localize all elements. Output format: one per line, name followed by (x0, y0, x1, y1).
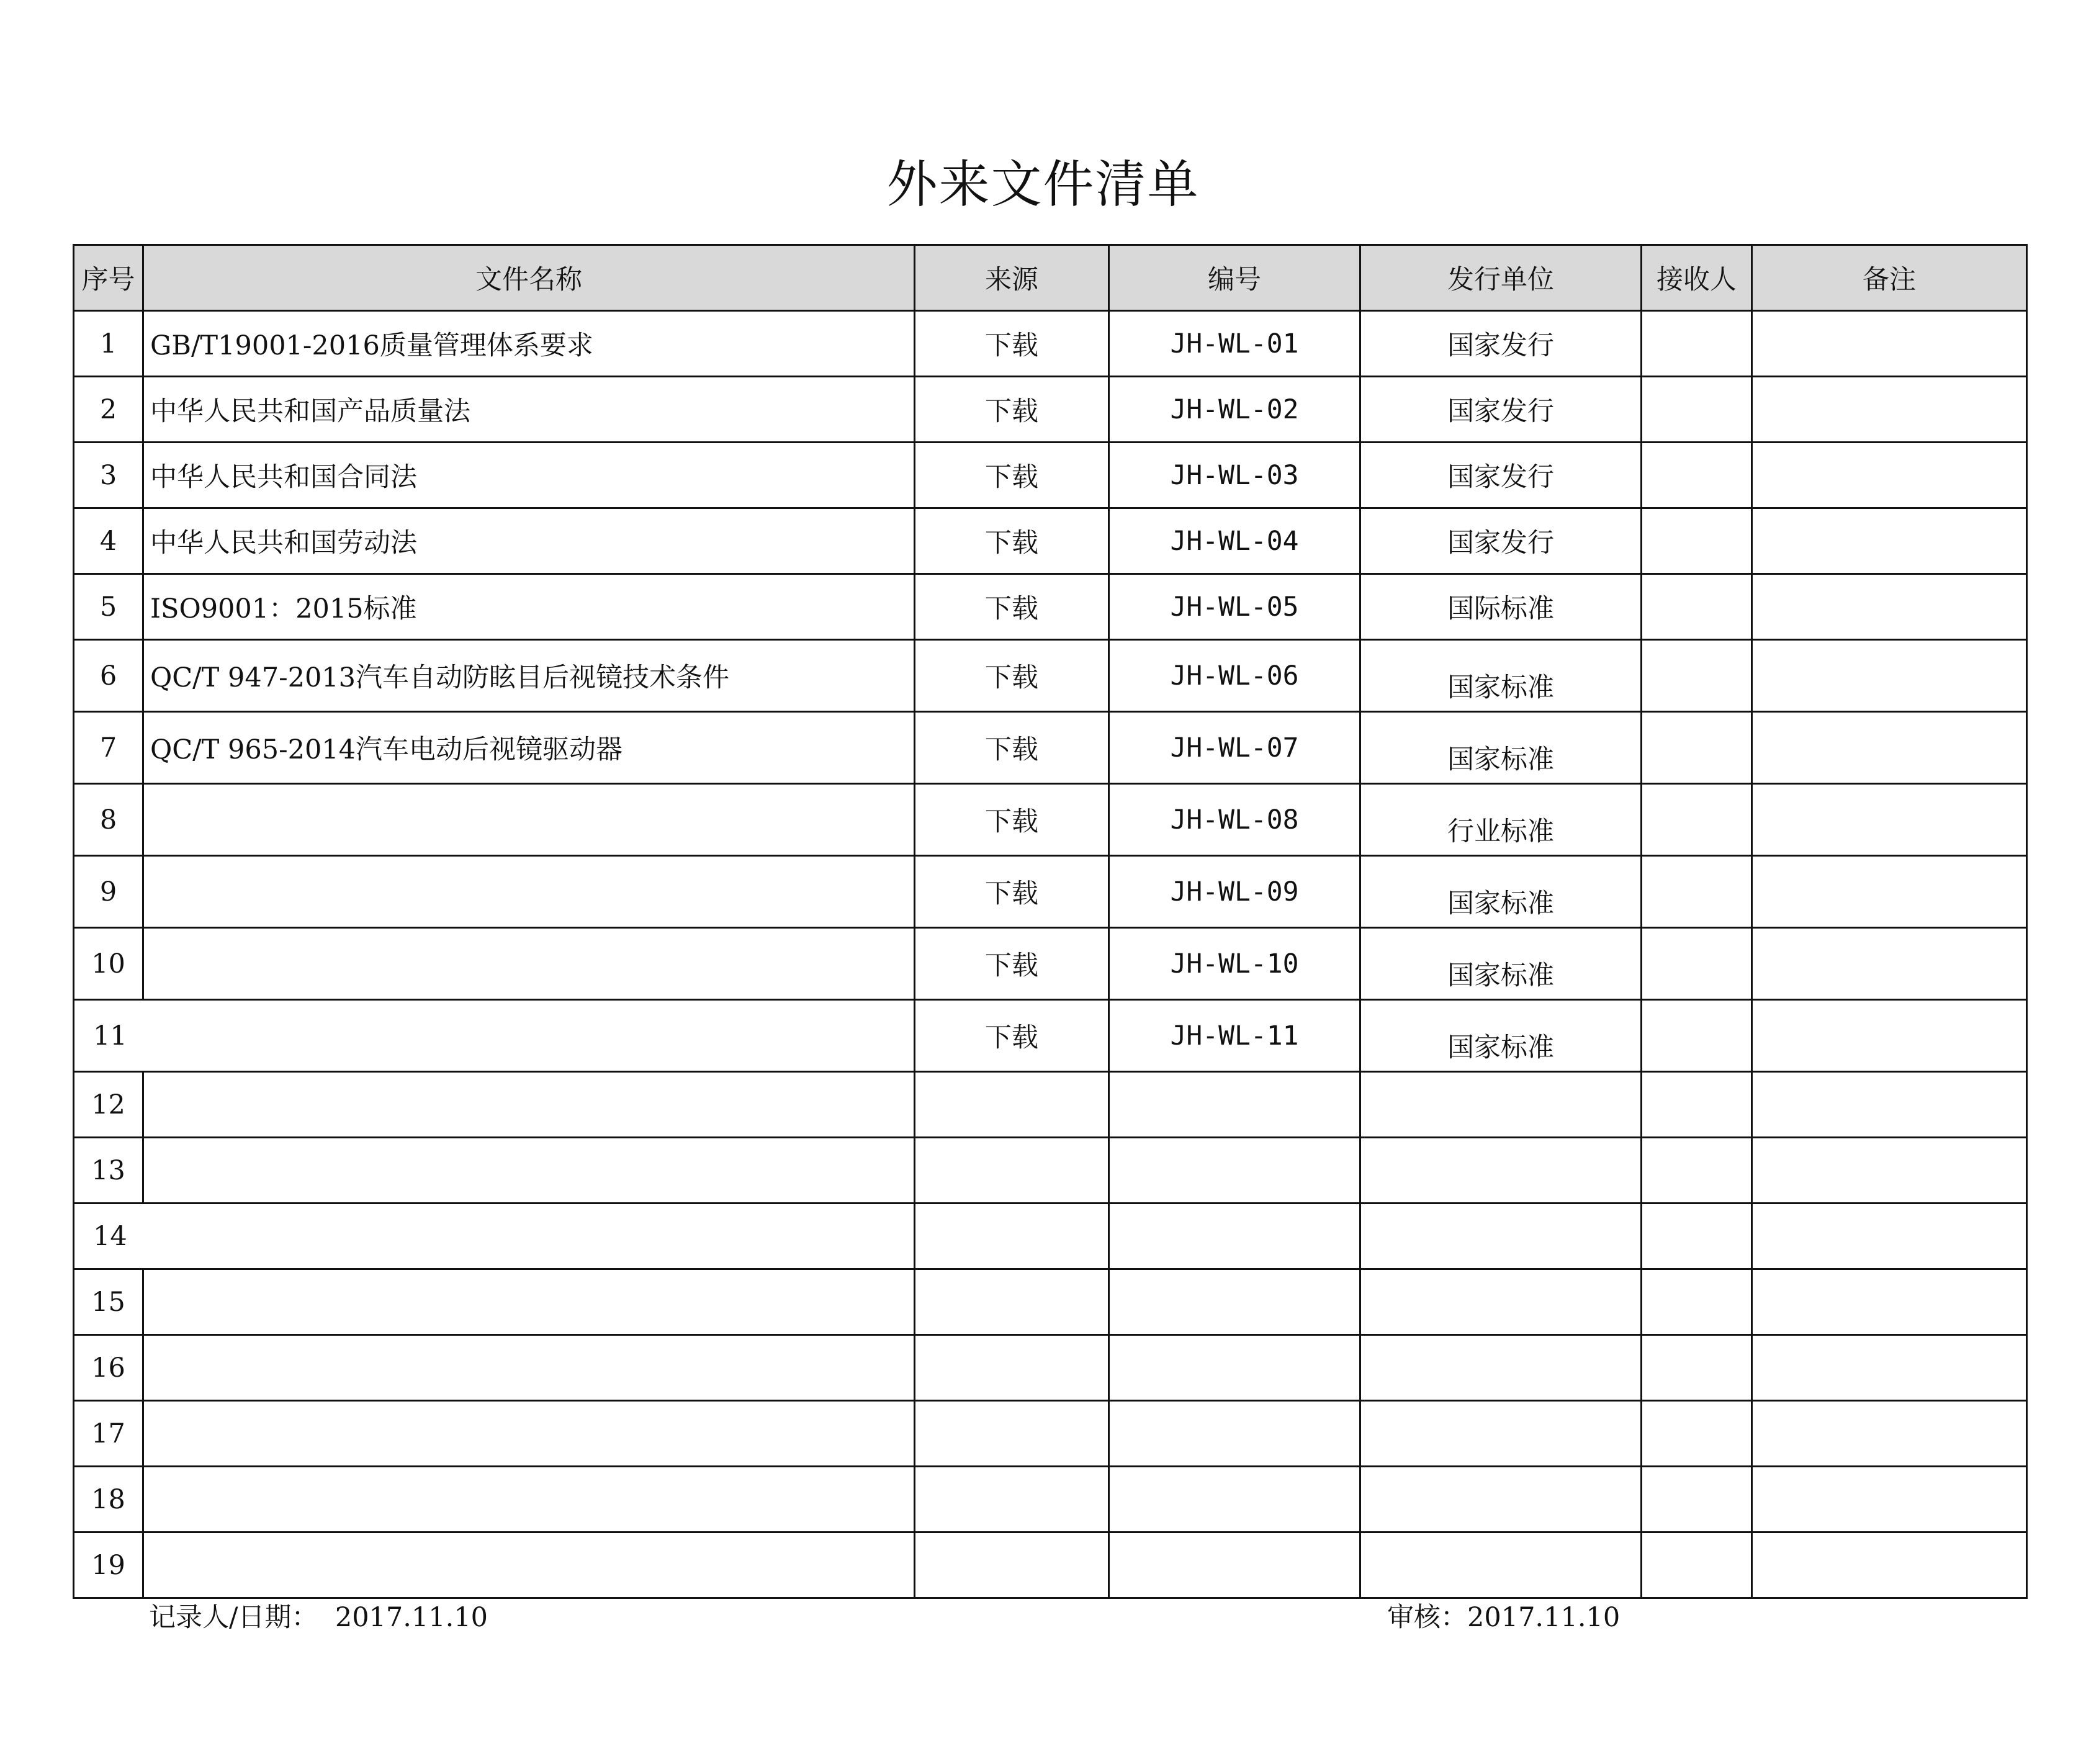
document-code (1109, 1138, 1360, 1204)
table-row (74, 640, 2027, 712)
document-remark (1752, 377, 2027, 443)
document-issuer: 国际标准 (1360, 574, 1642, 640)
document-name (143, 928, 915, 1000)
table-row (74, 1204, 2027, 1269)
document-source (915, 1401, 1109, 1467)
document-code (1109, 1335, 1360, 1401)
row-number: 17 (74, 1401, 143, 1467)
document-issuer: 国家发行 (1360, 443, 1642, 508)
document-source: 下载 (915, 784, 1109, 856)
document-source (915, 1072, 1109, 1138)
document-receiver (1642, 1204, 1752, 1269)
document-issuer (1360, 1467, 1642, 1532)
document-receiver (1642, 377, 1752, 443)
document-name: ISO9001：2015标准 (143, 574, 915, 640)
document-remark (1752, 1401, 2027, 1467)
document-source (915, 1269, 1109, 1335)
document-issuer (1360, 1401, 1642, 1467)
table-row (74, 311, 2027, 377)
external-documents-table (73, 244, 2028, 1599)
document-name (143, 1335, 915, 1401)
row-number: 10 (74, 928, 143, 1000)
document-code (1109, 1269, 1360, 1335)
document-receiver (1642, 1467, 1752, 1532)
document-remark (1752, 574, 2027, 640)
document-issuer (1360, 1138, 1642, 1204)
document-remark (1752, 856, 2027, 928)
document-name: 中华人民共和国劳动法 (143, 508, 915, 574)
document-code: JH-WL-03 (1109, 443, 1360, 508)
row-number: 12 (74, 1072, 143, 1138)
document-code (1109, 1532, 1360, 1598)
document-name (143, 1467, 915, 1532)
document-code: JH-WL-11 (1109, 1000, 1360, 1072)
document-issuer (1360, 1072, 1642, 1138)
document-receiver (1642, 640, 1752, 712)
document-name (143, 1532, 915, 1598)
document-issuer: 国家发行 (1360, 311, 1642, 377)
review-label: 审核： (1387, 1602, 1467, 1633)
recorder-date: 2017.11.10 (335, 1602, 488, 1633)
document-receiver (1642, 1269, 1752, 1335)
document-source: 下载 (915, 443, 1109, 508)
table-row (74, 856, 2027, 928)
document-receiver (1642, 1072, 1752, 1138)
table-row (74, 1335, 2027, 1401)
document-source (915, 1204, 1109, 1269)
document-source (915, 1335, 1109, 1401)
row-number: 7 (74, 712, 143, 784)
row-number: 9 (74, 856, 143, 928)
document-code (1109, 1072, 1360, 1138)
row-number: 2 (74, 377, 143, 443)
document-remark (1752, 1072, 2027, 1138)
document-name: 中华人民共和国合同法 (143, 443, 915, 508)
document-issuer: 国家标准 (1360, 928, 1642, 1000)
row-number: 11 (74, 1000, 915, 1072)
document-issuer: 国家标准 (1360, 712, 1642, 784)
row-number: 6 (74, 640, 143, 712)
document-code (1109, 1204, 1360, 1269)
document-name: GB/T19001-2016质量管理体系要求 (143, 311, 915, 377)
table-row (74, 443, 2027, 508)
header-remark: 备注 (1752, 245, 2027, 311)
document-remark (1752, 1335, 2027, 1401)
table-row (74, 712, 2027, 784)
document-receiver (1642, 784, 1752, 856)
document-remark (1752, 1467, 2027, 1532)
document-code: JH-WL-04 (1109, 508, 1360, 574)
row-number: 4 (74, 508, 143, 574)
document-receiver (1642, 928, 1752, 1000)
table-row (74, 1000, 2027, 1072)
document-name: QC/T 947-2013汽车自动防眩目后视镜技术条件 (143, 640, 915, 712)
document-name: 中华人民共和国产品质量法 (143, 377, 915, 443)
table-row (74, 377, 2027, 443)
document-receiver (1642, 574, 1752, 640)
document-remark (1752, 640, 2027, 712)
table-row (74, 1138, 2027, 1204)
recorder-footer (149, 1596, 488, 1634)
document-code: JH-WL-10 (1109, 928, 1360, 1000)
document-name (143, 784, 915, 856)
document-issuer: 国家发行 (1360, 377, 1642, 443)
document-source: 下载 (915, 1000, 1109, 1072)
document-receiver (1642, 1138, 1752, 1204)
table-row (74, 1467, 2027, 1532)
header-no: 序号 (74, 245, 143, 311)
table-row (74, 784, 2027, 856)
document-issuer (1360, 1204, 1642, 1269)
table-row (74, 1532, 2027, 1598)
table-row (74, 508, 2027, 574)
document-name: QC/T 965-2014汽车电动后视镜驱动器 (143, 712, 915, 784)
row-number: 5 (74, 574, 143, 640)
document-title: 外来文件清单 (886, 155, 1200, 214)
document-source: 下载 (915, 928, 1109, 1000)
document-remark (1752, 443, 2027, 508)
document-source (915, 1467, 1109, 1532)
document-receiver (1642, 1335, 1752, 1401)
document-receiver (1642, 1532, 1752, 1598)
document-remark (1752, 508, 2027, 574)
document-name (143, 1072, 915, 1138)
row-number: 3 (74, 443, 143, 508)
header-name: 文件名称 (143, 245, 915, 311)
document-code (1109, 1467, 1360, 1532)
document-remark (1752, 1269, 2027, 1335)
document-source (915, 1532, 1109, 1598)
document-code: JH-WL-09 (1109, 856, 1360, 928)
document-code: JH-WL-05 (1109, 574, 1360, 640)
header-code: 编号 (1109, 245, 1360, 311)
document-source: 下载 (915, 311, 1109, 377)
table-row (74, 1072, 2027, 1138)
document-code: JH-WL-01 (1109, 311, 1360, 377)
document-source: 下载 (915, 508, 1109, 574)
document-remark (1752, 311, 2027, 377)
row-number: 19 (74, 1532, 143, 1598)
document-source: 下载 (915, 640, 1109, 712)
row-number: 16 (74, 1335, 143, 1401)
document-receiver (1642, 311, 1752, 377)
document-name (143, 1401, 915, 1467)
document-receiver (1642, 1401, 1752, 1467)
document-issuer (1360, 1532, 1642, 1598)
table-row (74, 1269, 2027, 1335)
document-code: JH-WL-08 (1109, 784, 1360, 856)
document-remark (1752, 1532, 2027, 1598)
document-issuer (1360, 1335, 1642, 1401)
document-issuer (1360, 1269, 1642, 1335)
row-number: 14 (74, 1204, 915, 1269)
document-name (143, 1269, 915, 1335)
header-row (74, 245, 2027, 311)
recorder-label: 记录人/日期： (149, 1602, 318, 1633)
document-receiver (1642, 1000, 1752, 1072)
document-issuer: 国家标准 (1360, 640, 1642, 712)
document-receiver (1642, 856, 1752, 928)
review-footer (1387, 1596, 1620, 1634)
document-receiver (1642, 508, 1752, 574)
review-date: 2017.11.10 (1467, 1602, 1621, 1633)
header-issuer: 发行单位 (1360, 245, 1642, 311)
document-remark (1752, 1204, 2027, 1269)
table-row (74, 574, 2027, 640)
document-source: 下载 (915, 856, 1109, 928)
document-receiver (1642, 712, 1752, 784)
document-source: 下载 (915, 377, 1109, 443)
document-code (1109, 1401, 1360, 1467)
row-number: 8 (74, 784, 143, 856)
document-remark (1752, 1138, 2027, 1204)
document-issuer: 行业标准 (1360, 784, 1642, 856)
document-name (143, 1138, 915, 1204)
document-issuer: 国家标准 (1360, 1000, 1642, 1072)
header-source: 来源 (915, 245, 1109, 311)
document-remark (1752, 784, 2027, 856)
document-remark (1752, 712, 2027, 784)
document-remark (1752, 928, 2027, 1000)
document-code: JH-WL-07 (1109, 712, 1360, 784)
row-number: 15 (74, 1269, 143, 1335)
document-code: JH-WL-02 (1109, 377, 1360, 443)
document-code: JH-WL-06 (1109, 640, 1360, 712)
document-issuer: 国家标准 (1360, 856, 1642, 928)
document-source (915, 1138, 1109, 1204)
document-receiver (1642, 443, 1752, 508)
table-row (74, 1401, 2027, 1467)
table-row (74, 928, 2027, 1000)
row-number: 13 (74, 1138, 143, 1204)
header-receiver: 接收人 (1642, 245, 1752, 311)
document-issuer: 国家发行 (1360, 508, 1642, 574)
row-number: 1 (74, 311, 143, 377)
document-remark (1752, 1000, 2027, 1072)
document-name (143, 856, 915, 928)
document-source: 下载 (915, 574, 1109, 640)
row-number: 18 (74, 1467, 143, 1532)
document-source: 下载 (915, 712, 1109, 784)
